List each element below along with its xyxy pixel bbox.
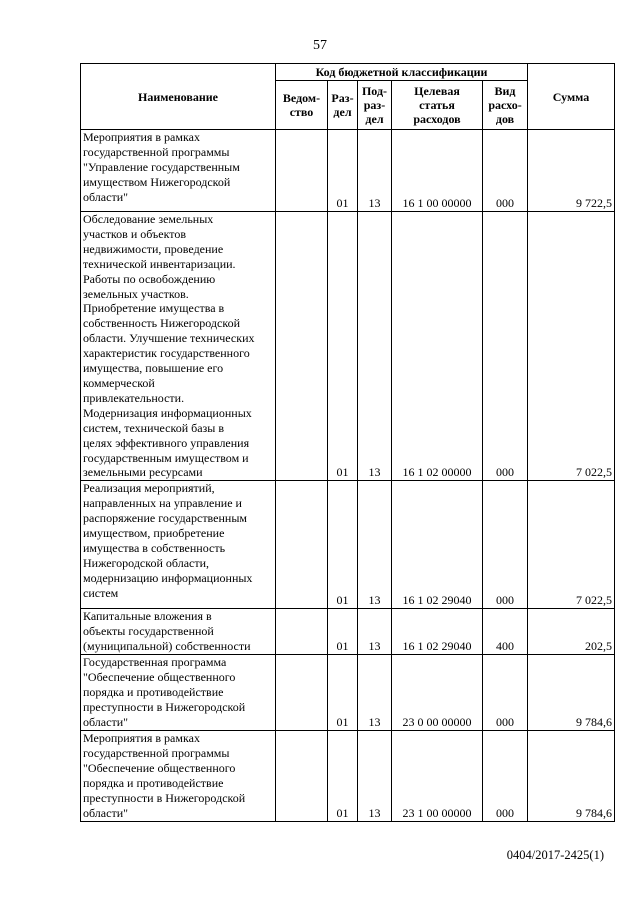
row-name: Обследование земельных участков и объектов недвижимости, проведение технической инвентаризации. Работы по освобождению земельных участков. Приобретение имущества в собственность Нижегородской области. Улучшение технических характеристик государственного имущества, повышение его коммерческой привлекательности. Модернизация информационных систем, технической базы в целях эффективного управления государственным имуществом и земельными ресурсами xyxy=(81,212,276,481)
table-row xyxy=(81,212,615,481)
cell-sum: 7 022,5 xyxy=(528,212,615,481)
row-name: Государственная программа "Обеспечение общественного порядка и противодействие преступности в Нижегородской области" xyxy=(81,655,276,731)
cell-vedomstvo xyxy=(276,609,328,655)
cell-vid-raskhodov: 000 xyxy=(483,212,528,481)
cell-razdel: 01 xyxy=(328,609,358,655)
cell-vedomstvo xyxy=(276,481,328,609)
table-row xyxy=(81,655,615,731)
cell-sum: 202,5 xyxy=(528,609,615,655)
row-name: Реализация мероприятий, направленных на управление и распоряжение государственным имуществом, приобретение имущества в собственность Нижегородской области, модернизацию информационных систем xyxy=(81,481,276,609)
cell-sum: 9 784,6 xyxy=(528,655,615,731)
row-name: Мероприятия в рамках государственной программы "Обеспечение общественного порядка и противодействие преступности в Нижегородской области" xyxy=(81,731,276,822)
cell-podrazdel: 13 xyxy=(358,609,392,655)
row-name: Мероприятия в рамках государственной программы "Управление государственным имуществом Нижегородской области" xyxy=(81,130,276,212)
table-row xyxy=(81,731,615,822)
header-name: Наименование xyxy=(81,64,276,130)
table-row xyxy=(81,130,615,212)
header-razdel: Раз- дел xyxy=(328,81,358,130)
header-classification-code: Код бюджетной классификации xyxy=(276,64,528,81)
cell-tselevaya-statya: 16 1 02 29040 xyxy=(392,609,483,655)
cell-razdel: 01 xyxy=(328,481,358,609)
cell-podrazdel: 13 xyxy=(358,655,392,731)
cell-sum: 7 022,5 xyxy=(528,481,615,609)
cell-vedomstvo xyxy=(276,212,328,481)
header-tselevaya-statya: Целевая статья расходов xyxy=(392,81,483,130)
cell-razdel: 01 xyxy=(328,731,358,822)
cell-vedomstvo xyxy=(276,731,328,822)
header-podrazdel: Под- раз- дел xyxy=(358,81,392,130)
cell-vid-raskhodov: 000 xyxy=(483,481,528,609)
cell-vedomstvo xyxy=(276,130,328,212)
cell-razdel: 01 xyxy=(328,130,358,212)
header-vid-raskhodov: Вид расхо- дов xyxy=(483,81,528,130)
cell-podrazdel: 13 xyxy=(358,731,392,822)
cell-vedomstvo xyxy=(276,655,328,731)
cell-razdel: 01 xyxy=(328,655,358,731)
table-body xyxy=(81,130,615,822)
cell-razdel: 01 xyxy=(328,212,358,481)
cell-sum: 9 722,5 xyxy=(528,130,615,212)
cell-vid-raskhodov: 000 xyxy=(483,130,528,212)
cell-tselevaya-statya: 16 1 00 00000 xyxy=(392,130,483,212)
cell-vid-raskhodov: 400 xyxy=(483,609,528,655)
cell-podrazdel: 13 xyxy=(358,130,392,212)
cell-tselevaya-statya: 16 1 02 29040 xyxy=(392,481,483,609)
cell-podrazdel: 13 xyxy=(358,212,392,481)
header-row-group xyxy=(81,64,615,81)
page-number: 57 xyxy=(313,38,327,53)
document-code: 0404/2017-2425(1) xyxy=(506,848,604,862)
header-sum: Сумма xyxy=(528,64,615,130)
cell-vid-raskhodov: 000 xyxy=(483,655,528,731)
cell-sum: 9 784,6 xyxy=(528,731,615,822)
cell-podrazdel: 13 xyxy=(358,481,392,609)
cell-tselevaya-statya: 23 1 00 00000 xyxy=(392,731,483,822)
table-row xyxy=(81,481,615,609)
row-name: Капитальные вложения в объекты государственной (муниципальной) собственности xyxy=(81,609,276,655)
budget-classification-table xyxy=(80,63,615,822)
table-row xyxy=(81,609,615,655)
header-vedomstvo: Ведом- ство xyxy=(276,81,328,130)
cell-vid-raskhodov: 000 xyxy=(483,731,528,822)
cell-tselevaya-statya: 16 1 02 00000 xyxy=(392,212,483,481)
cell-tselevaya-statya: 23 0 00 00000 xyxy=(392,655,483,731)
